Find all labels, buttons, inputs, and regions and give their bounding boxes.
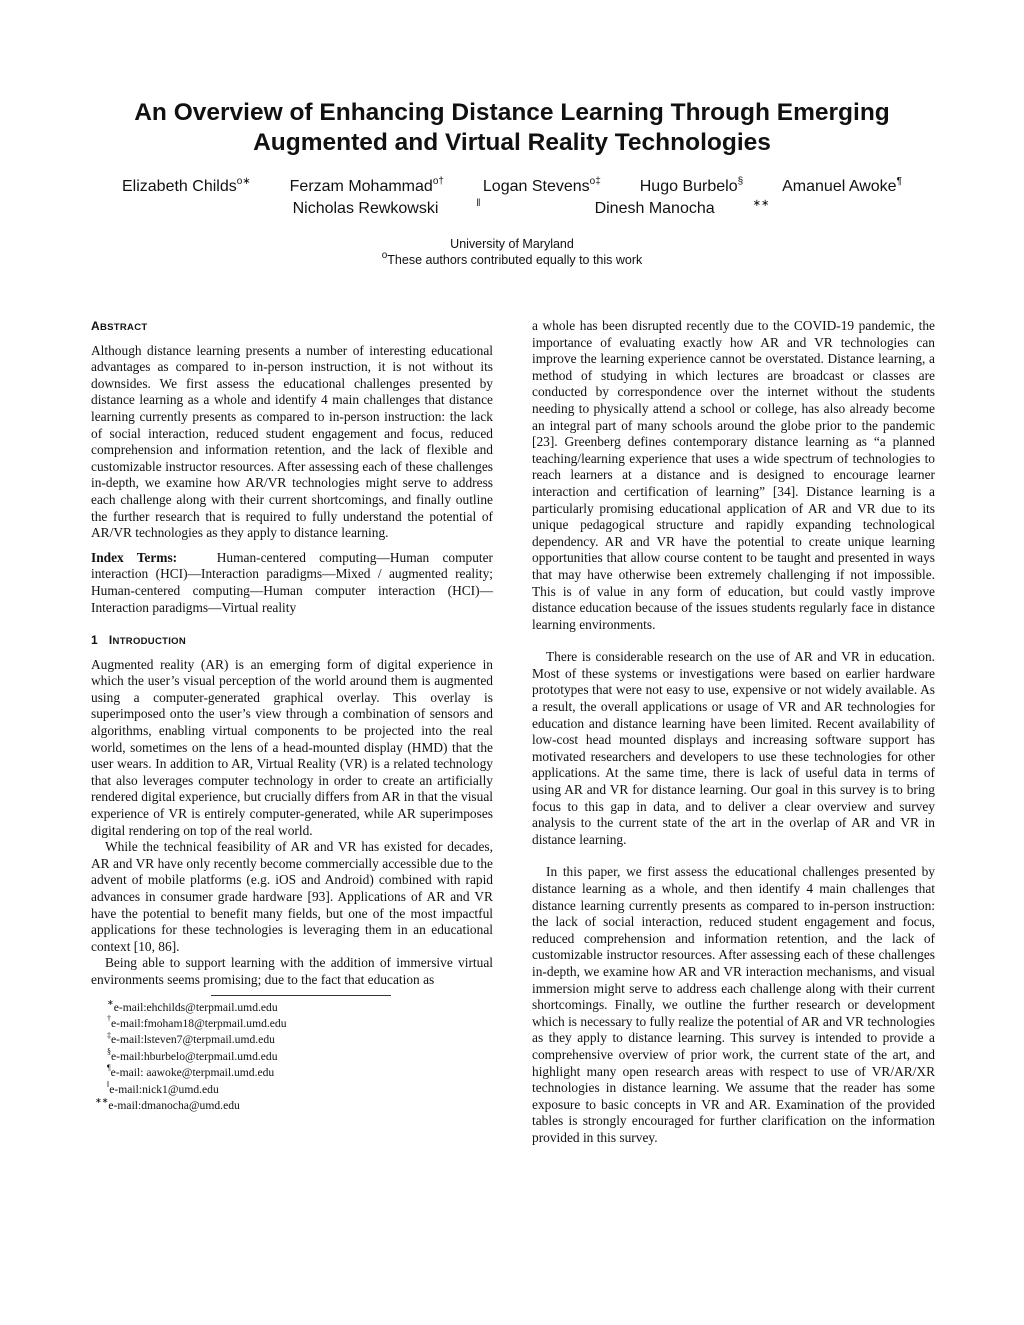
right-paragraph-1: a whole has been disrupted recently due to the COVID-19 pandemic, the importance of evaluating exactly how AR and VR technologies can improve the learning experience cannot be overstated. Distance learning, a method of studying in which lectures are broadcast or classes are conducted by correspondence over the internet without the students needing to physically attend a school or college, has also already become an integral part of many schools around the globe prior to the pandemic [23]. Greenberg defines contemporary distance learning as “a planned teaching/learning experience that uses a wide spectrum of technologies to reach learners at a distance and is designed to encourage learner interaction and certification of learning” [34]. Distance learning is a particularly promising educational application of AR and VR due to its unique pedagogical structure and rapidly expanding technological dependency. AR and VR have the potential to create unique learning opportunities that allow course content to be taught and presented in ways that may have otherwise been extremely challenging if not impossible. This is of value in any form of education, but could vastly improve distance education because of the issues students regularly face in distance learning environments.	[532, 318, 935, 632]
footnote	[91, 1016, 493, 1032]
footnotes	[91, 997, 493, 1115]
author-mark: o‡	[589, 175, 601, 187]
author-mark: o†	[432, 175, 444, 187]
index-terms	[91, 550, 493, 616]
heading-initial: I	[108, 633, 113, 648]
author-row-2	[60, 198, 964, 220]
footnote-email: e-mail: aawoke@terpmail.umd.edu	[110, 1066, 275, 1080]
footnote-email: e-mail:fmoham18@terpmail.umd.edu	[111, 1016, 287, 1030]
author-name: Dinesh Manocha	[594, 200, 715, 217]
author-row-1	[60, 176, 964, 198]
footnote-mark: §	[107, 1046, 111, 1056]
footnote	[91, 1098, 493, 1114]
footnote	[91, 997, 493, 1016]
footnote-mark: ∗	[107, 997, 114, 1007]
footnote-email: e-mail:nick1@umd.edu	[109, 1082, 219, 1096]
note-text: These authors contributed equally to this work	[387, 253, 643, 267]
footnote-rule	[211, 995, 391, 996]
abstract-heading	[91, 318, 493, 337]
author-mark: o∗	[236, 175, 251, 187]
index-terms-label: Index Terms:	[91, 549, 178, 565]
author-mark: §	[737, 175, 744, 187]
title-line-2: Augmented and Virtual Reality Technologies	[253, 129, 771, 156]
index-terms-text: Human-centered computing—Human computer interaction (HCI)—Interaction paradigms—Mixed / augmented reality; Human-centered computing—Human computer interaction (HCI)—Interaction paradigms—Virtual reality	[91, 549, 494, 615]
left-column	[91, 318, 493, 1114]
footnote	[91, 1032, 493, 1048]
author	[640, 176, 743, 198]
author-name: Logan Stevens	[482, 178, 590, 195]
right-column	[532, 318, 935, 1147]
affiliation	[90, 236, 934, 268]
right-paragraph-3: In this paper, we first assess the educational challenges presented by distance learning as a whole, and then identify 4 main challenges that distance learning currently presents as compared to in-person instruction: the lack of social interaction, reduced student engagement and focus, reduced comprehension and information retention, and the lack of customizable instructor resources. After assessing each of these challenges in-depth, we examine how AR and VR interaction mechanisms, and visual immersion might serve to address each challenge along with their current shortcomings. Finally, we outline the further research or development which is necessary to fully realize the potential of AR and VR technologies as they apply to distance learning. This survey is intended to provide a comprehensive overview of prior work, the current state of the art, and highlight many open research areas with respect to use of VR/AR/XR technologies in distance learning. We assume that the reader has some exposure to basic concepts in VR and AR. Examination of the provided tables is strongly encouraged for further clarification on the information provided in this survey.	[532, 864, 935, 1145]
author	[290, 176, 444, 198]
footnote-mark: ∗∗	[95, 1096, 109, 1106]
author-mark: ¶	[896, 175, 902, 187]
institution: University of Maryland	[450, 237, 574, 251]
title-line-1: An Overview of Enhancing Distance Learning Through Emerging	[134, 99, 890, 126]
footnote-email: e-mail:dmanocha@umd.edu	[108, 1099, 240, 1112]
author-name: Nicholas Rewkowski	[292, 200, 439, 217]
intro-paragraph-3: Being able to support learning with the addition of immersive virtual environments seems promising; due to the fact that education as	[91, 955, 493, 987]
footnote	[91, 1046, 493, 1065]
note-mark: o	[381, 249, 388, 261]
footnote	[91, 1065, 493, 1081]
footnote	[91, 1079, 493, 1098]
right-paragraph-2: There is considerable research on the use of AR and VR in education. Most of these systems or investigations were based on earlier hardware prototypes that were not easy to use, expensive or not widely available. As a result, the overall applications or usage of VR and AR technologies for education and distance learning have been limited. Recent availability of low-cost head mounted displays and increasing software support has motivated researchers and developers to use these technologies for other applications. At the same time, there is lack of useful data in terms of using AR and VR for distance learning. Our goal in this survey is to bring focus to this gap in data, and to deliver a clear overview and survey analysis to the current state of the art in the overlap of AR and VR in distance learning.	[532, 649, 935, 847]
heading-initial: A	[91, 319, 100, 333]
intro-paragraph-2: While the technical feasibility of AR and VR has existed for decades, AR and VR have only recently become commercially accessible due to the advent of mobile platforms (e.g. iOS and Android) combined with rapid advances in consumer grade hardware [93]. Applications of AR and VR have the potential to benefit many fields, but one of the most impactful applications for these technologies is leveraging them in an educational context [10, 86].	[91, 839, 493, 954]
heading-rest: NTRODUCTION	[112, 636, 187, 648]
author-name: Hugo Burbelo	[639, 178, 738, 195]
author-mark: ‖	[476, 197, 481, 209]
heading-rest: BSTRACT	[99, 322, 148, 333]
introduction-heading	[91, 632, 493, 651]
footnote-mark: ‡	[107, 1030, 111, 1040]
footnote-email: e-mail:ehchilds@terpmail.umd.edu	[113, 1000, 278, 1014]
author	[122, 176, 251, 198]
author-name: Elizabeth Childs	[122, 178, 237, 195]
footnote-mark: †	[107, 1014, 111, 1024]
footnote-mark: ¶	[107, 1063, 111, 1073]
author-name: Ferzam Mohammad	[289, 178, 433, 195]
author	[483, 176, 601, 198]
footnote-email: e-mail:hburbelo@terpmail.umd.edu	[111, 1049, 278, 1063]
equal-contribution-note	[90, 249, 934, 268]
intro-paragraph-1: Augmented reality (AR) is an emerging form of digital experience in which the user’s visual perception of the world around them is augmented using a computer-generated graphical overlay. This overlay is superimposed onto the user’s view through a combination of sensors and algorithms, enabling virtual components to be projected into the real world, sometimes on the lens of a head-mounted display (HMD) that the user wears. In addition to AR, Virtual Reality (VR) is a related technology that also leverages computer technology in order to create an artificially rendered digital experience, but crucially differs from AR in that the visual experience of VR is entirely computer-generated, while AR superimposes digital rendering on top of the real world.	[91, 656, 493, 838]
author-list	[60, 176, 964, 220]
abstract-text: Although distance learning presents a number of interesting educational advantages as compared to in-person instruction, it is not without its downsides. We first assess the educational challenges presented by distance learning as a whole and identify 4 main challenges that distance learning currently presents as compared to in-person instruction: the lack of social interaction, reduced student engagement and focus, reduced comprehension and information retention, and the lack of flexible and customizable instructor resources. After assessing each of these challenges in-depth, we examine how AR/VR technologies might serve to address each challenge along with their current shortcomings, and finally outline the further research that is required to fully understand the potential of AR/VR technologies as they apply to distance learning.	[91, 342, 493, 541]
author	[557, 198, 770, 220]
author-mark: ∗∗	[752, 197, 770, 209]
author	[782, 176, 902, 198]
section-number: 1	[91, 633, 98, 648]
author-name: Amanuel Awoke	[782, 178, 897, 195]
paper-title	[90, 98, 934, 158]
footnote-mark: ‖	[107, 1079, 110, 1089]
author	[255, 198, 481, 220]
footnote-email: e-mail:lsteven7@terpmail.umd.edu	[111, 1033, 275, 1047]
